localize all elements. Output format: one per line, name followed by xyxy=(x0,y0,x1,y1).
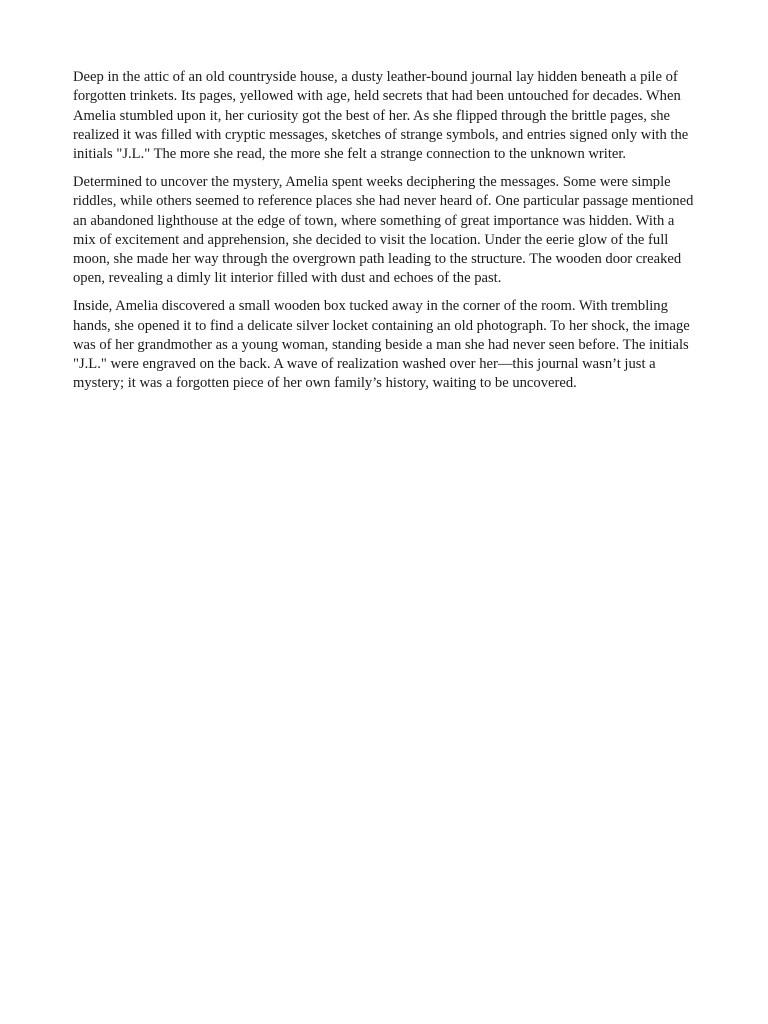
document-body xyxy=(73,68,699,402)
paragraph-1: Deep in the attic of an old countryside house, a dusty leather-bound journal lay hidden beneath a pile of forgotten trinkets. Its pages, yellowed with age, held secrets that had been untouched for decades. When Amelia stumbled upon it, her curiosity got the best of her. As she flipped through the brittle pages, she realized it was filled with cryptic messages, sketches of strange symbols, and entries signed only with the initials "J.L." The more she read, the more she felt a strange connection to the unknown writer. xyxy=(73,69,689,163)
paragraph-3: Inside, Amelia discovered a small wooden box tucked away in the corner of the room. With trembling hands, she opened it to find a delicate silver locket containing an old photograph. To her shock, the image was of her grandmother as a young woman, standing beside a man she had never seen before. The initials "J.L." were engraved on the back. A wave of realization washed over her—this journal wasn’t just a mystery; it was a forgotten piece of her own family’s history, waiting to be uncovered. xyxy=(73,298,690,392)
paragraph-2: Determined to uncover the mystery, Amelia spent weeks deciphering the messages. Some were simple riddles, while others seemed to reference places she had never heard of. One particular passage mentioned an abandoned lighthouse at the edge of town, where something of great importance was hidden. With a mix of excitement and apprehension, she decided to visit the location. Under the eerie glow of the full moon, she made her way through the overgrown path leading to the structure. The wooden door creaked open, revealing a dimly lit interior filled with dust and echoes of the past. xyxy=(73,173,694,287)
